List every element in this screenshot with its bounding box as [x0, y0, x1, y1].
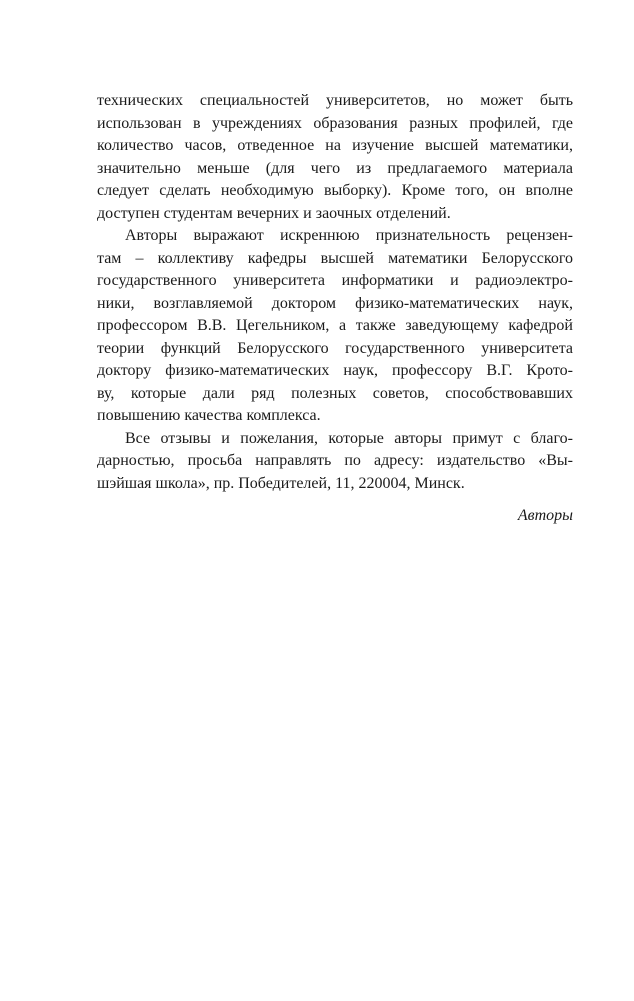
paragraph-3 [97, 428, 573, 496]
signature: Авторы [517, 507, 573, 524]
text-line: шэйшая школа», пр. Победителей, 11, 220004, Минск. [97, 474, 465, 492]
text-line: теории функций Белорусского государственного университета [97, 339, 573, 357]
page-text [97, 90, 573, 528]
text-line: доступен студентам вечерних и заочных отделений. [97, 204, 451, 222]
text-line: доктору физико-математических наук, профессору В.Г. Крото- [97, 362, 573, 379]
text-line: следует сделать необходимую выборку). Кроме того, он вполне [97, 182, 573, 199]
text-line: значительно меньше (для чего из предлагаемого материала [97, 159, 573, 177]
text-line: дарностью, просьба направлять по адресу: издательство «Вы- [97, 452, 573, 469]
text-line: профессором В.В. Цегельником, а также заведующему кафедрой [97, 317, 573, 334]
text-line: ники, возглавляемой доктором физико-математических наук, [97, 294, 573, 312]
text-line: ву, которые дали ряд полезных советов, способствовавших [97, 384, 573, 402]
paragraph-2 [97, 225, 573, 428]
text-line: государственного университета информатики и радиоэлектро- [97, 272, 573, 289]
text-line: количество часов, отведенное на изучение высшей математики, [97, 137, 573, 154]
paragraph-1 [97, 90, 573, 225]
text-line: технических специальностей университетов, но может быть [97, 92, 573, 109]
text-line: повышению качества комплекса. [97, 407, 321, 424]
text-line: использован в учреждениях образования разных профилей, где [97, 114, 573, 132]
text-line: Авторы выражают искреннюю признательность рецензен- [125, 227, 573, 244]
text-line: там – коллективу кафедры высшей математики Белорусского [97, 249, 573, 267]
text-line: Все отзывы и пожелания, которые авторы примут с благо- [125, 429, 573, 447]
